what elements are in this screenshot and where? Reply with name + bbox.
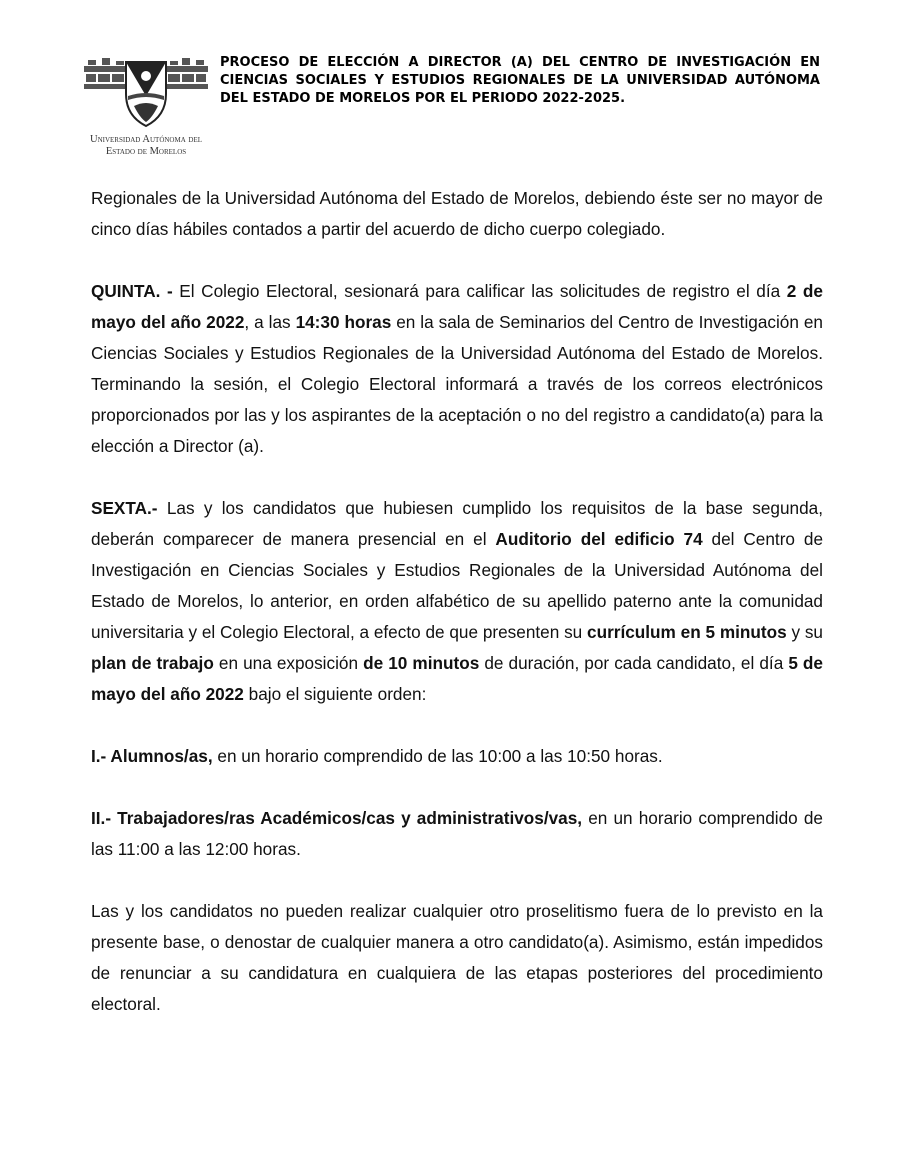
- item2-label: II.- Trabajadores/ras Académicos/cas y administrativos/vas,: [91, 808, 583, 828]
- paragraph-closing: Las y los candidatos no pueden realizar cualquier otro proselitismo fuera de lo previsto en la presente base, o denostar de cualquier manera a otro candidato(a). Asimismo, están impedidos de renunciar a su candidatura en cualquiera de las etapas posteriores del procedimiento electoral.: [91, 901, 823, 1014]
- document-body: [91, 183, 823, 1051]
- sexta-place: Auditorio del edificio 74: [495, 529, 703, 549]
- item1-label: I.- Alumnos/as,: [91, 746, 213, 766]
- paragraph-quinta: QUINTA. - El Colegio Electoral, sesionará para calificar las solicitudes de registro el día 2 de mayo del año 2022, a las 14:30 horas en la sala de Seminarios del Centro de Investigación en Ciencias Sociales y Estudios Regionales de la Universidad Autónoma del Estado de Morelos. Terminando la sesión, el Colegio Electoral informará a través de los correos electrónicos proporcionados por las y los aspirantes de la aceptación o no del registro a candidato(a) para la elección a Director (a).: [91, 281, 823, 456]
- quinta-label: QUINTA. -: [91, 281, 173, 301]
- sexta-duration: de 10 minutos: [363, 653, 480, 673]
- quinta-time: 14:30 horas: [295, 312, 392, 332]
- list-item-alumnos: I.- Alumnos/as, en un horario comprendido de las 10:00 a las 10:50 horas.: [91, 746, 663, 766]
- logo-caption-line1: Universidad Autónoma del: [90, 134, 202, 145]
- university-logo: [82, 56, 210, 160]
- paragraph-continuation: Regionales de la Universidad Autónoma del Estado de Morelos, debiendo éste ser no mayor de cinco días hábiles contados a partir del acuerdo de dicho cuerpo colegiado.: [91, 188, 823, 239]
- sexta-date: 5 de mayo del año 2022: [91, 653, 823, 704]
- document-header: [0, 0, 900, 170]
- coat-of-arms-icon: [82, 56, 210, 132]
- sexta-plan: plan de trabajo: [91, 653, 214, 673]
- list-item-trabajadores: II.- Trabajadores/ras Académicos/cas y administrativos/vas, en un horario comprendido de las 11:00 a las 12:00 horas.: [91, 808, 823, 859]
- quinta-date: 2 de mayo del año 2022: [91, 281, 823, 332]
- document-title: PROCESO DE ELECCIÓN A DIRECTOR (A) DEL CENTRO DE INVESTIGACIÓN EN CIENCIAS SOCIALES Y ESTUDIOS REGIONALES DE LA UNIVERSIDAD AUTÓNOMA DEL ESTADO DE MORELOS POR EL PERIODO 2022-2025.: [220, 55, 820, 106]
- sexta-label: SEXTA.-: [91, 498, 158, 518]
- sexta-cv: currículum en 5 minutos: [587, 622, 787, 642]
- logo-caption-line2: Estado de Morelos: [105, 146, 187, 157]
- paragraph-sexta: SEXTA.- Las y los candidatos que hubiesen cumplido los requisitos de la base segunda, deberán comparecer de manera presencial en el Auditorio del edificio 74 del Centro de Investigación en Ciencias Sociales y Estudios Regionales de la Universidad Autónoma del Estado de Morelos, lo anterior, en orden alfabético de su apellido paterno ante la comunidad universitaria y el Colegio Electoral, a efecto de que presenten su currículum en 5 minutos y su plan de trabajo en una exposición de 10 minutos de duración, por cada candidato, el día 5 de mayo del año 2022 bajo el siguiente orden:: [91, 498, 824, 704]
- logo-caption: [82, 134, 210, 158]
